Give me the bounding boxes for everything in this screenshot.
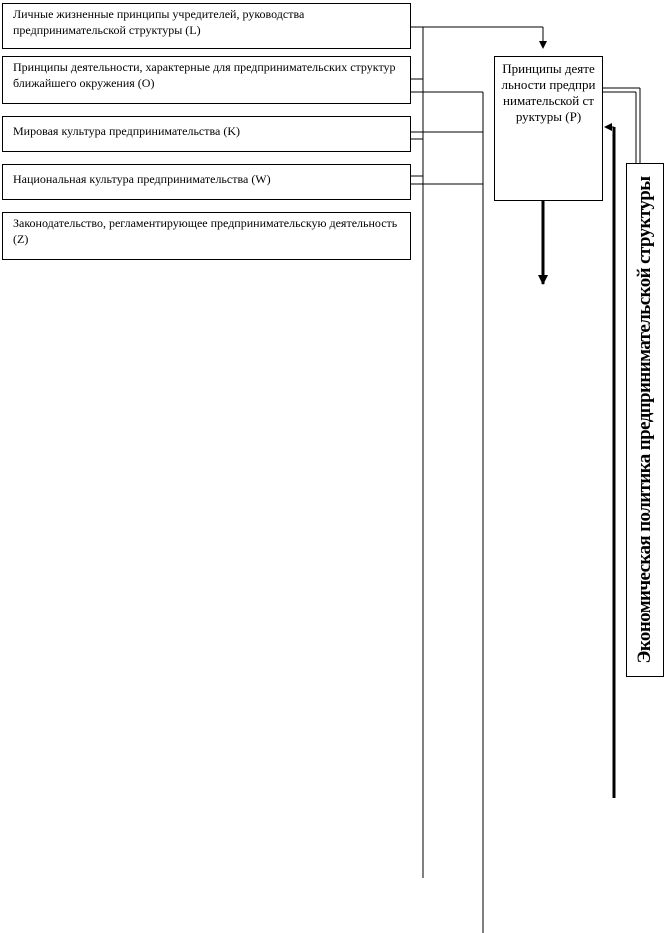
connector-L-to-P [411,27,543,48]
connector-W [411,176,483,184]
factor-label-L: Личные жизненные принципы учредителей, руководства предпринимательской структуры (L) [13,7,305,37]
principles-label-P: Принципы деятельности предпринимательской структуры (P) [501,61,596,124]
factor-label-W: Национальная культура предпринимательства (W) [13,172,271,186]
factor-label-K: Мировая культура предпринимательства (K) [13,124,240,138]
factor-label-Z: Законодательство, регламентирующее предпринимательскую деятельность (Z) [13,216,398,246]
connector-O [411,79,483,92]
connector-P-to-policy [603,88,640,163]
connector-feedback-to-P [605,127,614,798]
economic-policy-label: Экономическая политика предпринимательской структуры [634,176,655,664]
connector-K [411,132,483,139]
factor-label-O: Принципы деятельности, характерные для предпринимательских структур ближайшего окружения (O) [13,60,396,90]
